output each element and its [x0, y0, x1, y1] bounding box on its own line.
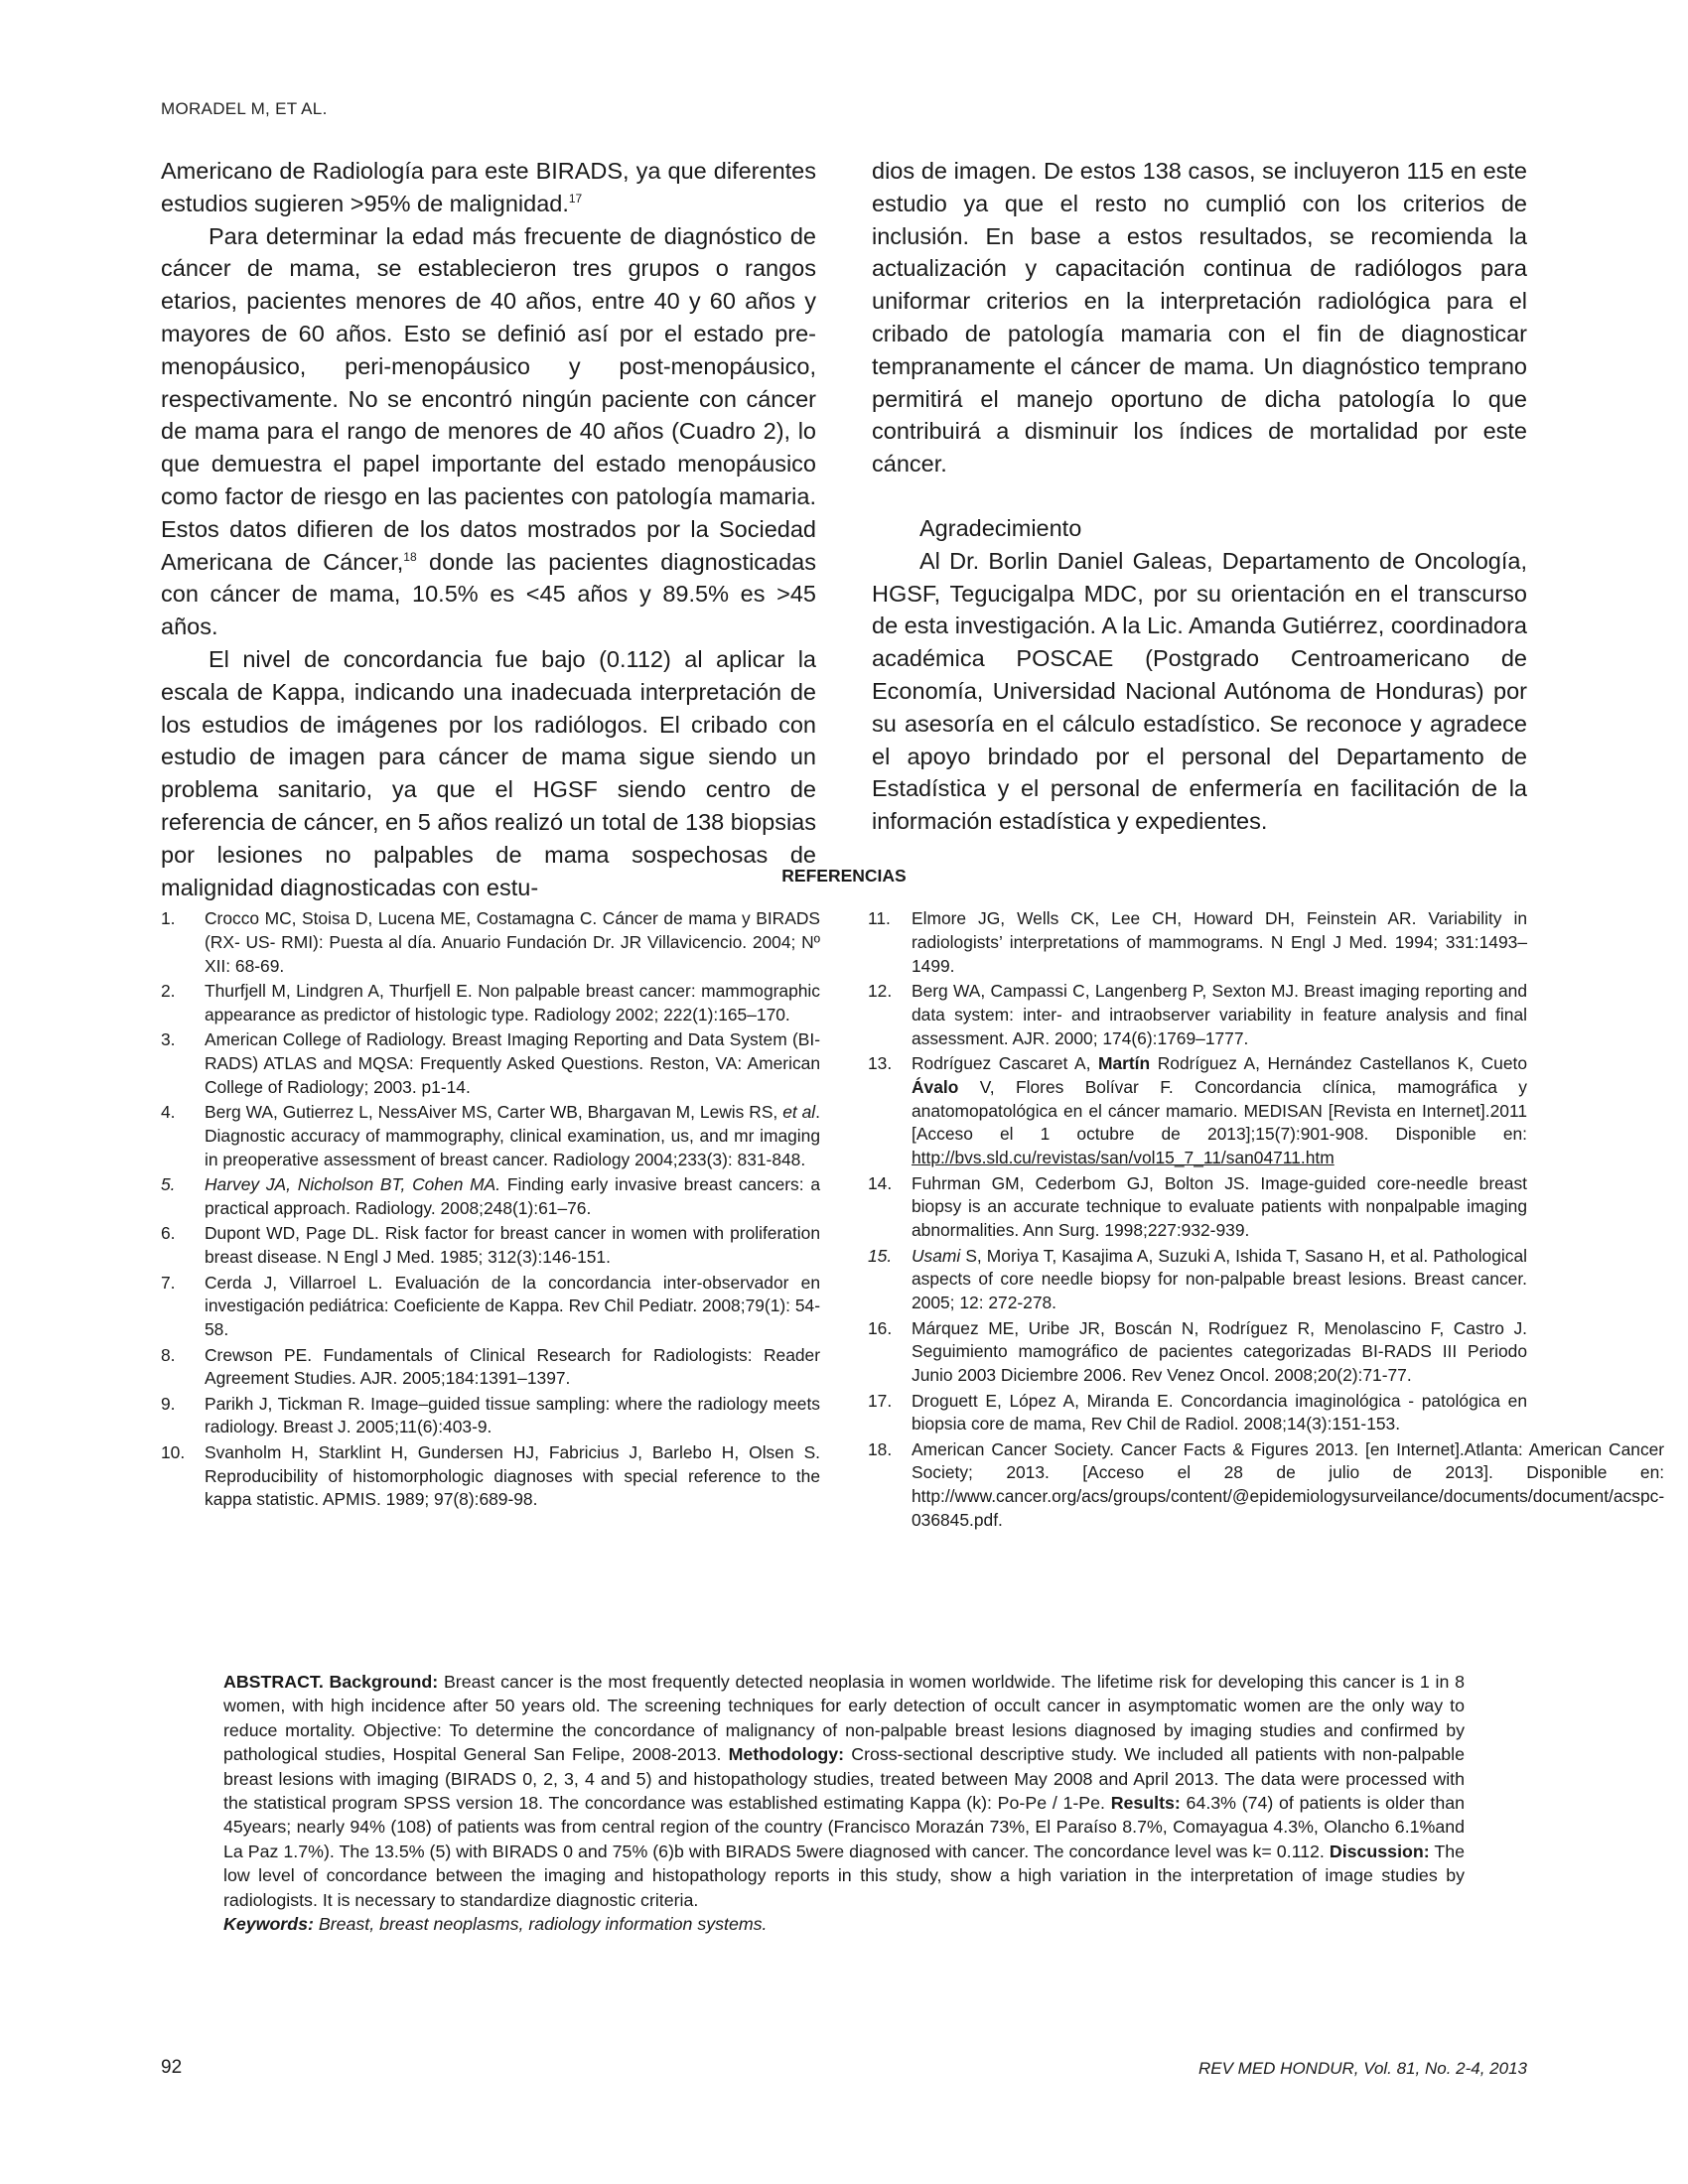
paragraph: Al Dr. Borlin Daniel Galeas, Departamento de Oncología, HGSF, Tegucigalpa MDC, por su orientación en el transcurso de esta investigación. A la Lic. Amanda Gutiérrez, coordinadora académica POSCAE (Postgrado Centroamericano de Economía, Universidad Nacional Autónoma de Honduras) por su asesoría en el cálculo estadístico. Se reconoce y agradece el apoyo brindado por el personal del Departamento de Estadística y el personal de enfermería en facilitación de la información estadística y expedientes.	[872, 547, 1527, 835]
reference-item: 17. Droguett E, López A, Miranda E. Concordancia imaginológica - patológica en biopsia core de mama, Rev Chil de Radiol. 2008;14(3):151-153.	[868, 1390, 1527, 1434]
paragraph: Para determinar la edad más frecuente de diagnóstico de cáncer de mama, se establecieron tres grupos o rangos etarios, pacientes menores de 40 años, entre 40 y 60 años y mayores de 60 años. Esto se definió así por el estado pre-menopáusico, peri-menopáusico y post-menopáusico, respectivamente. No se encontró ningún paciente con cáncer de mama para el rango de menores de 40 años (Cuadro 2), lo que demuestra el papel importante del estado menopáusico como factor de riesgo en las pacientes con patología mamaria. Estos datos difieren de los datos mostrados por la Sociedad Americana de Cáncer,$^{18}$ donde las pacientes diagnosticadas con cáncer de mama, 10.5% es <45 años y 89.5% es >45 años.	[161, 222, 816, 640]
body-text	[161, 155, 1527, 903]
references-title: REFERENCIAS	[781, 866, 907, 886]
reference-item: 14. Fuhrman GM, Cederbom GJ, Bolton JS. Image-guided core-needle breast biopsy is an accurate technique to evaluate patients with nonpalpable imaging abnormalities. Ann Surg. 1998;227:932-939.	[868, 1172, 1527, 1241]
reference-item: 18. American Cancer Society. Cancer Facts & Figures 2013. [en Internet].Atlanta: American Cancer Society; 2013. [Acceso el 28 de julio de 2013]. Disponible en: http://www.cancer.org/acs/groups/content/@epidemiologysurveilance/documents/document/acspc-036845.pdf.	[868, 1438, 1665, 1531]
paragraph: dios de imagen. De estos 138 casos, se incluyeron 115 en este estudio ya que el resto no cumplió con los criterios de inclusión. En base a estos resultados, se recomienda la actualización y capacitación continua de radiólogos para uniformar criterios en la interpretación radiológica para el cribado de patología mamaria con el fin de diagnosticar tempranamente el cáncer de mama. Un diagnóstico temprano permitirá el manejo oportuno de dicha patología lo que contribuirá a disminuir los índices de mortalidad por este cáncer.	[872, 158, 1527, 478]
reference-item: 4. Berg WA, Gutierrez L, NessAiver MS, Carter WB, Bhargavan M, Lewis RS, et al. Diagnostic accuracy of mammography, clinical examination, us, and mr imaging in preoperative assessment of breast cancer. Radiology 2004;233(3): 831-848.	[161, 1102, 820, 1169]
reference-link[interactable]: http://bvs.sld.cu/revistas/san/vol15_7_11/san04711.htm	[912, 1148, 1335, 1168]
references-list	[161, 907, 1665, 1534]
right-column	[872, 155, 1527, 903]
reference-item: 16. Márquez ME, Uribe JR, Boscán N, Rodríguez R, Menolascino F, Castro J. Seguimiento mamográfico de pacientes categorizadas BI-RADS III Periodo Junio 2003 Diciembre 2006. Rev Venez Oncol. 2008;20(2):71-77.	[868, 1317, 1527, 1386]
references-left-column	[161, 907, 820, 1534]
reference-item: 15. Usami S, Moriya T, Kasajima A, Suzuki A, Ishida T, Sasano H, et al. Pathological aspects of core needle biopsy for non-palpable breast lesions. Breast cancer. 2005; 12: 272-278.	[868, 1245, 1527, 1313]
keywords: Keywords: Breast, breast neoplasms, radiology information systems.	[223, 1914, 768, 1935]
acknowledgement-heading: Agradecimiento	[919, 514, 1082, 541]
reference-item: 12. Berg WA, Campassi C, Langenberg P, Sexton MJ. Breast imaging reporting and data system: inter- and intraobserver variability in feature analysis and final assessment. AJR. 2000; 174(6):1769–1777.	[868, 980, 1527, 1048]
reference-item: 11. Elmore JG, Wells CK, Lee CH, Howard DH, Feinstein AR. Variability in radiologists’ interpretations of mammograms. N Engl J Med. 1994; 331:1493–1499.	[868, 908, 1527, 976]
abstract: ABSTRACT. Background: Breast cancer is the most frequently detected neoplasia in women worldwide. The lifetime risk for developing this cancer is 1 in 8 women, with high incidence after 50 years old. The screening techniques for early detection of occult cancer in asymptomatic women are the only way to reduce mortality. Objective: To determine the concordance of malignancy of non-palpable breast lesions diagnosed by imaging studies and confirmed by pathological studies, Hospital General San Felipe, 2008-2013. Methodology: Cross-sectional descriptive study. We included all patients with non-palpable breast lesions with imaging (BIRADS 0, 2, 3, 4 and 5) and histopathology studies, treated between May 2008 and April 2013. The data were processed with the statistical program SPSS version 18. The concordance was established estimating Kappa (k): Po-Pe / 1-Pe. Results: 64.3% (74) of patients is older than 45years; nearly 94% (108) of patients was from central region of the country (Francisco Morazán 73%, El Paraíso 8.7%, Comayagua 4.3%, Olancho 6.1%and La Paz 1.7%). The 13.5% (5) with BIRADS 0 and 75% (6)b with BIRADS 5were diagnosed with cancer. The concordance level was k= 0.112. Discussion: The low level of concordance between the imaging and histopathology reports in this study, show a high variation in the interpretation of image studies by radiologists. It is necessary to standardize diagnostic criteria. Keywords: Breast, breast neoplasms, radiology information systems.	[223, 1672, 1466, 1935]
paragraph: Americano de Radiología para este BIRADS, ya que diferentes estudios sugieren >95% de malignidad.$^{17}$	[161, 158, 816, 216]
reference-item: 7. Cerda J, Villarroel L. Evaluación de la concordancia inter-observador en investigación pediátrica: Coeficiente de Kappa. Rev Chil Pediatr. 2008;79(1): 54-58.	[161, 1272, 820, 1340]
running-head: MORADEL M, ET AL.	[161, 99, 328, 118]
reference-item: 9. Parikh J, Tickman R. Image–guided tissue sampling: where the radiology meets radiology. Breast J. 2005;11(6):403-9.	[161, 1393, 820, 1437]
reference-item: 1. Crocco MC, Stoisa D, Lucena ME, Costamagna C. Cáncer de mama y BIRADS (RX- US- RMI): Puesta al día. Anuario Fundación Dr. JR Villavicencio. 2004; Nº XII: 68-69.	[161, 908, 820, 976]
references-right-column	[868, 907, 1665, 1534]
journal-citation: REV MED HONDUR, Vol. 81, No. 2-4, 2013	[1198, 2059, 1527, 2078]
page-number: 92	[161, 2057, 183, 2078]
reference-item: 10. Svanholm H, Starklint H, Gundersen HJ, Fabricius J, Barlebo H, Olsen S. Reproducibility of histomorphologic diagnoses with special reference to the kappa statistic. APMIS. 1989; 97(8):689-98.	[161, 1441, 820, 1510]
left-column	[161, 155, 816, 903]
reference-item: 6. Dupont WD, Page DL. Risk factor for breast cancer in women with proliferation breast disease. N Engl J Med. 1985; 312(3):146-151.	[161, 1223, 820, 1268]
reference-item: 5. Harvey JA, Nicholson BT, Cohen MA. Finding early invasive breast cancers: a practical approach. Radiology. 2008;248(1):61–76.	[161, 1174, 821, 1218]
reference-item: 3. American College of Radiology. Breast Imaging Reporting and Data System (BI-RADS) ATLAS and MQSA: Frequently Asked Questions. Reston, VA: American College of Radiology; 2003. p1-14.	[161, 1029, 820, 1097]
paragraph: El nivel de concordancia fue bajo (0.112) al aplicar la escala de Kappa, indicando una inadecuada interpretación de los estudios de imágenes por los radiólogos. El cribado con estudio de imagen para cáncer de mama sigue siendo un problema sanitario, ya que el HGSF siendo centro de referencia de cáncer, en 5 años realizó un total de 138 biopsias por lesiones no palpables de mama sospechosas de malignidad diagnosticadas con estu-	[161, 645, 816, 900]
reference-item: 2. Thurfjell M, Lindgren A, Thurfjell E. Non palpable breast cancer: mammographic appearance as predictor of histologic type. Radiology 2002; 222(1):165–170.	[161, 980, 820, 1024]
reference-item: 13. Rodríguez Cascaret A, Martín Rodríguez A, Hernández Castellanos K, Cueto Ávalo V, Flores Bolívar F. Concordancia clínica, mamográfica y anatomopatológica en el cáncer mamario. MEDISAN [Revista en Internet].2011 [Acceso el 1 octubre de 2013];15(7):901-908. Disponible en: http://bvs.sld.cu/revistas/san/vol15_7_11/san04711.htm	[868, 1052, 1527, 1168]
reference-item: 8. Crewson PE. Fundamentals of Clinical Research for Radiologists: Reader Agreement Studies. AJR. 2005;184:1391–1397.	[161, 1344, 820, 1389]
